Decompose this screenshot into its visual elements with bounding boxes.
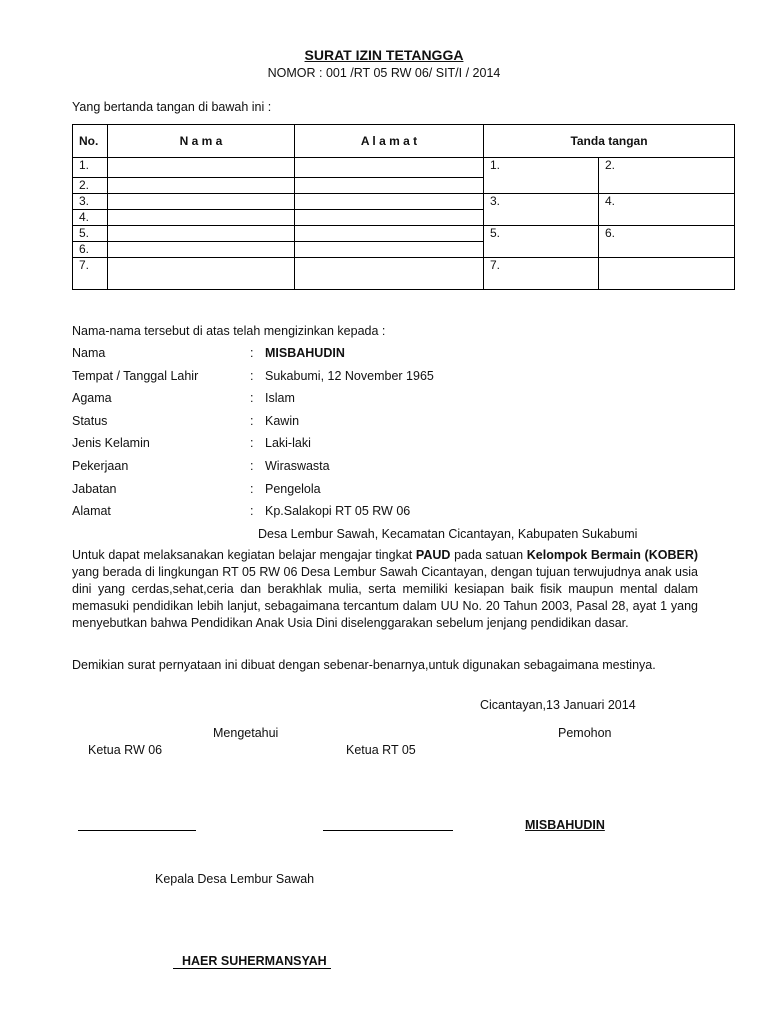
signature-cell: 4. [599, 194, 735, 226]
name-cell [108, 226, 295, 242]
place-date: Cicantayan,13 Januari 2014 [480, 698, 636, 712]
field-label: Jabatan [72, 482, 117, 496]
row-number: 3. [73, 194, 108, 210]
row-number: 6. [73, 242, 108, 258]
document-title: SURAT IZIN TETANGGA [304, 47, 464, 63]
signature-line-rw [78, 830, 196, 831]
field-colon: : [250, 504, 254, 518]
field-colon: : [250, 391, 254, 405]
header-no: No. [73, 125, 108, 158]
field-label: Alamat [72, 504, 111, 518]
signature-cell: 6. [599, 226, 735, 258]
name-cell [108, 158, 295, 178]
field-colon: : [250, 459, 254, 473]
document-number: NOMOR : 001 /RT 05 RW 06/ SIT/I / 2014 [267, 66, 501, 80]
address-cell [295, 194, 484, 210]
ketua-rt-label: Ketua RT 05 [346, 743, 416, 757]
table-row [73, 158, 735, 178]
kepala-desa-label: Kepala Desa Lembur Sawah [155, 872, 315, 886]
field-colon: : [250, 414, 254, 428]
field-value-ttl: Sukabumi, 12 November 1965 [265, 369, 434, 383]
kober-text: Kelompok Bermain (KOBER) [526, 548, 699, 562]
field-value-jabatan: Pengelola [265, 482, 321, 496]
name-cell [108, 242, 295, 258]
name-cell [108, 210, 295, 226]
field-label: Jenis Kelamin [72, 436, 150, 450]
table-header-row [73, 125, 735, 158]
field-label: Pekerjaan [72, 459, 129, 473]
purpose-text-c: yang berada di lingkungan RT 05 RW 06 Desa Lembur Sawah Cicantayan, dengan tujuan terwujudnya anak usia dini yang cerdas,sehat,ceria dan berakhlak mulia, serta memiliki kesiapan baik fisik maupun mental dalam memasuki pendidikan lebih lanjut, sebagaimana tercantum dalam UU No. 20 Tahun 2003, Pasal 28, ayat 1 yang menyebutkan bahwa Pendidikan Anak Usia Dini diselenggarakan sebelum jenjang pendidikan dasar. [72, 565, 698, 630]
signature-cell: 7. [484, 258, 599, 290]
table-row [73, 258, 735, 290]
address-cell [295, 178, 484, 194]
address-cell [295, 226, 484, 242]
field-value-nama: MISBAHUDIN [265, 346, 345, 360]
address-cell [295, 210, 484, 226]
name-cell [108, 258, 295, 290]
row-number: 1. [73, 158, 108, 178]
address-continuation: Desa Lembur Sawah, Kecamatan Cicantayan, Kabupaten Sukabumi [258, 527, 638, 541]
field-label: Agama [72, 391, 112, 405]
mengetahui-label: Mengetahui [213, 726, 279, 740]
header-alamat: A l a m a t [295, 125, 484, 158]
table-row [73, 226, 735, 242]
field-value-status: Kawin [265, 414, 300, 428]
ketua-rw-label: Ketua RW 06 [88, 743, 163, 757]
closing-paragraph: Demikian surat pernyataan ini dibuat dengan sebenar-benarnya,untuk digunakan sebagaimana mestinya. [72, 658, 656, 672]
field-value-pekerjaan: Wiraswasta [265, 459, 330, 473]
address-cell [295, 242, 484, 258]
signature-cell: 2. [599, 158, 735, 194]
statement-text: Nama-nama tersebut di atas telah mengizinkan kepada : [72, 324, 386, 338]
purpose-text-a: Untuk dapat melaksanakan kegiatan belajar mengajar tingkat [72, 548, 416, 562]
field-value-agama: Islam [265, 391, 295, 405]
purpose-paragraph [72, 547, 698, 632]
header-tanda-tangan: Tanda tangan [484, 125, 735, 158]
field-value-alamat: Kp.Salakopi RT 05 RW 06 [265, 504, 411, 518]
purpose-text-b: pada satuan [450, 548, 527, 562]
row-number: 2. [73, 178, 108, 194]
signature-cell: 3. [484, 194, 599, 226]
row-number: 7. [73, 258, 108, 290]
signature-line-rt [323, 830, 453, 831]
paud-text: PAUD [415, 548, 451, 562]
neighbor-signature-table [72, 124, 735, 290]
table-row [73, 194, 735, 210]
field-label: Nama [72, 346, 106, 360]
pemohon-label: Pemohon [558, 726, 612, 740]
name-cell [108, 178, 295, 194]
field-colon: : [250, 482, 254, 496]
row-number: 4. [73, 210, 108, 226]
kepala-desa-name: HAER SUHERMANSYAH [173, 954, 331, 969]
name-cell [108, 194, 295, 210]
signature-cell: 1. [484, 158, 599, 194]
intro-text: Yang bertanda tangan di bawah ini : [72, 100, 272, 114]
header-nama: N a m a [108, 125, 295, 158]
signature-cell [599, 258, 735, 290]
field-label: Status [72, 414, 108, 428]
field-colon: : [250, 436, 254, 450]
signature-cell: 5. [484, 226, 599, 258]
address-cell [295, 158, 484, 178]
applicant-signature-name: MISBAHUDIN [525, 818, 605, 832]
field-colon: : [250, 369, 254, 383]
field-label: Tempat / Tanggal Lahir [72, 369, 199, 383]
address-cell [295, 258, 484, 290]
row-number: 5. [73, 226, 108, 242]
field-colon: : [250, 346, 254, 360]
field-value-jenis-kelamin: Laki-laki [265, 436, 311, 450]
